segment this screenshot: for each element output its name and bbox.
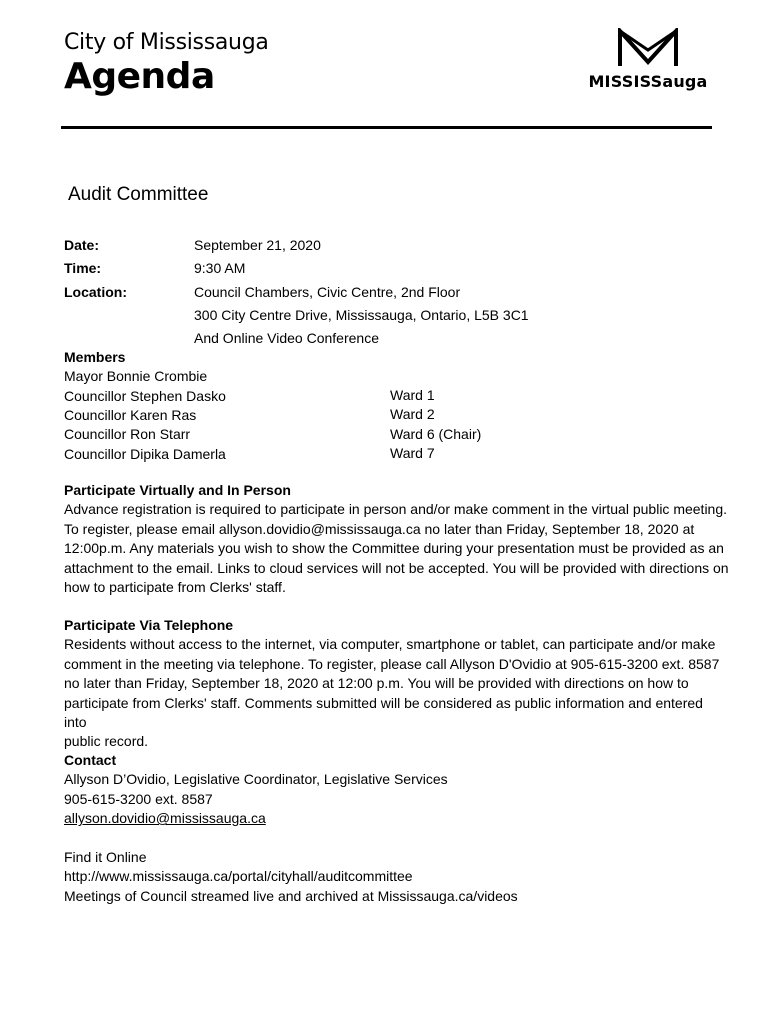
telephone-line: Residents without access to the internet, via computer, smartphone or tablet, can participate and/or make <box>64 636 716 653</box>
location-label: Location: <box>64 284 127 300</box>
telephone-line: no later than Friday, September 18, 2020 at 12:00 p.m. You will be provided with directions on how to <box>64 675 689 692</box>
mississauga-logo <box>584 28 712 94</box>
virtual-line: To register, please email allyson.dovidio@mississauga.ca no later than Friday, September 18, 2020 at <box>64 520 695 537</box>
contact-title: Contact <box>64 752 117 768</box>
online-label: Find it Online <box>64 849 147 865</box>
member-name: Councillor Ron Starr <box>64 426 191 442</box>
contact-name: Allyson D’Ovidio, Legislative Coordinator, Legislative Services <box>64 771 448 788</box>
committee-title: Audit Committee <box>68 184 209 205</box>
member-ward: Ward 1 <box>390 387 435 403</box>
location-line: Council Chambers, Civic Centre, 2nd Floor <box>194 284 461 300</box>
online-section <box>64 848 729 906</box>
document-title: Agenda <box>64 56 215 97</box>
member-ward: Ward 6 (Chair) <box>390 426 482 442</box>
online-url[interactable]: http://www.mississauga.ca/portal/cityhall/auditcommittee <box>64 868 413 885</box>
member-name: Councillor Stephen Dasko <box>64 388 226 404</box>
contact-phone: 905-615-3200 ext. 8587 <box>64 790 213 807</box>
member-name: Councillor Karen Ras <box>64 407 197 423</box>
virtual-line: attachment to the email. Links to cloud services will not be accepted. You will be provided with directions on <box>64 559 729 576</box>
time-value: 9:30 AM <box>194 260 246 276</box>
header-divider <box>61 126 712 129</box>
virtual-section <box>64 481 729 597</box>
member-name: Councillor Dipika Damerla <box>64 446 226 462</box>
time-label: Time: <box>64 260 102 276</box>
member-name: Mayor Bonnie Crombie <box>64 368 208 384</box>
virtual-line: how to participate from Clerks' staff. <box>64 579 286 596</box>
location-line: 300 City Centre Drive, Mississauga, Ontario, L5B 3C1 <box>194 307 529 323</box>
telephone-title: Participate Via Telephone <box>64 617 234 633</box>
telephone-line: participate from Clerks' staff. Comments submitted will be considered as public information and entered into <box>64 694 703 731</box>
telephone-line: public record. <box>64 733 149 750</box>
stream-note: Meetings of Council streamed live and archived at Mississauga.ca/videos <box>64 887 518 904</box>
location-line: And Online Video Conference <box>194 330 379 346</box>
telephone-section <box>64 616 729 752</box>
logo-wordmark: MISSISSauga <box>588 72 708 91</box>
contact-email-link[interactable]: allyson.dovidio@mississauga.ca <box>64 810 266 827</box>
telephone-line: comment in the meeting via telephone. To register, please call Allyson D'Ovidio at 905-615-3200 ext. 8587 <box>64 655 720 672</box>
date-label: Date: <box>64 237 100 253</box>
members-heading: Members <box>64 349 126 365</box>
virtual-title: Participate Virtually and In Person <box>64 482 291 498</box>
city-name: City of Mississauga <box>64 30 269 55</box>
virtual-line: 12:00p.m. Any materials you wish to show the Committee during your presentation must be provided as an <box>64 540 724 557</box>
member-ward: Ward 2 <box>390 406 435 422</box>
logo-mark-icon <box>616 28 680 68</box>
contact-section <box>64 751 729 829</box>
member-ward: Ward 7 <box>390 445 435 461</box>
virtual-line: Advance registration is required to participate in person and/or make comment in the virtual public meeting. <box>64 501 728 518</box>
date-value: September 21, 2020 <box>194 237 321 253</box>
